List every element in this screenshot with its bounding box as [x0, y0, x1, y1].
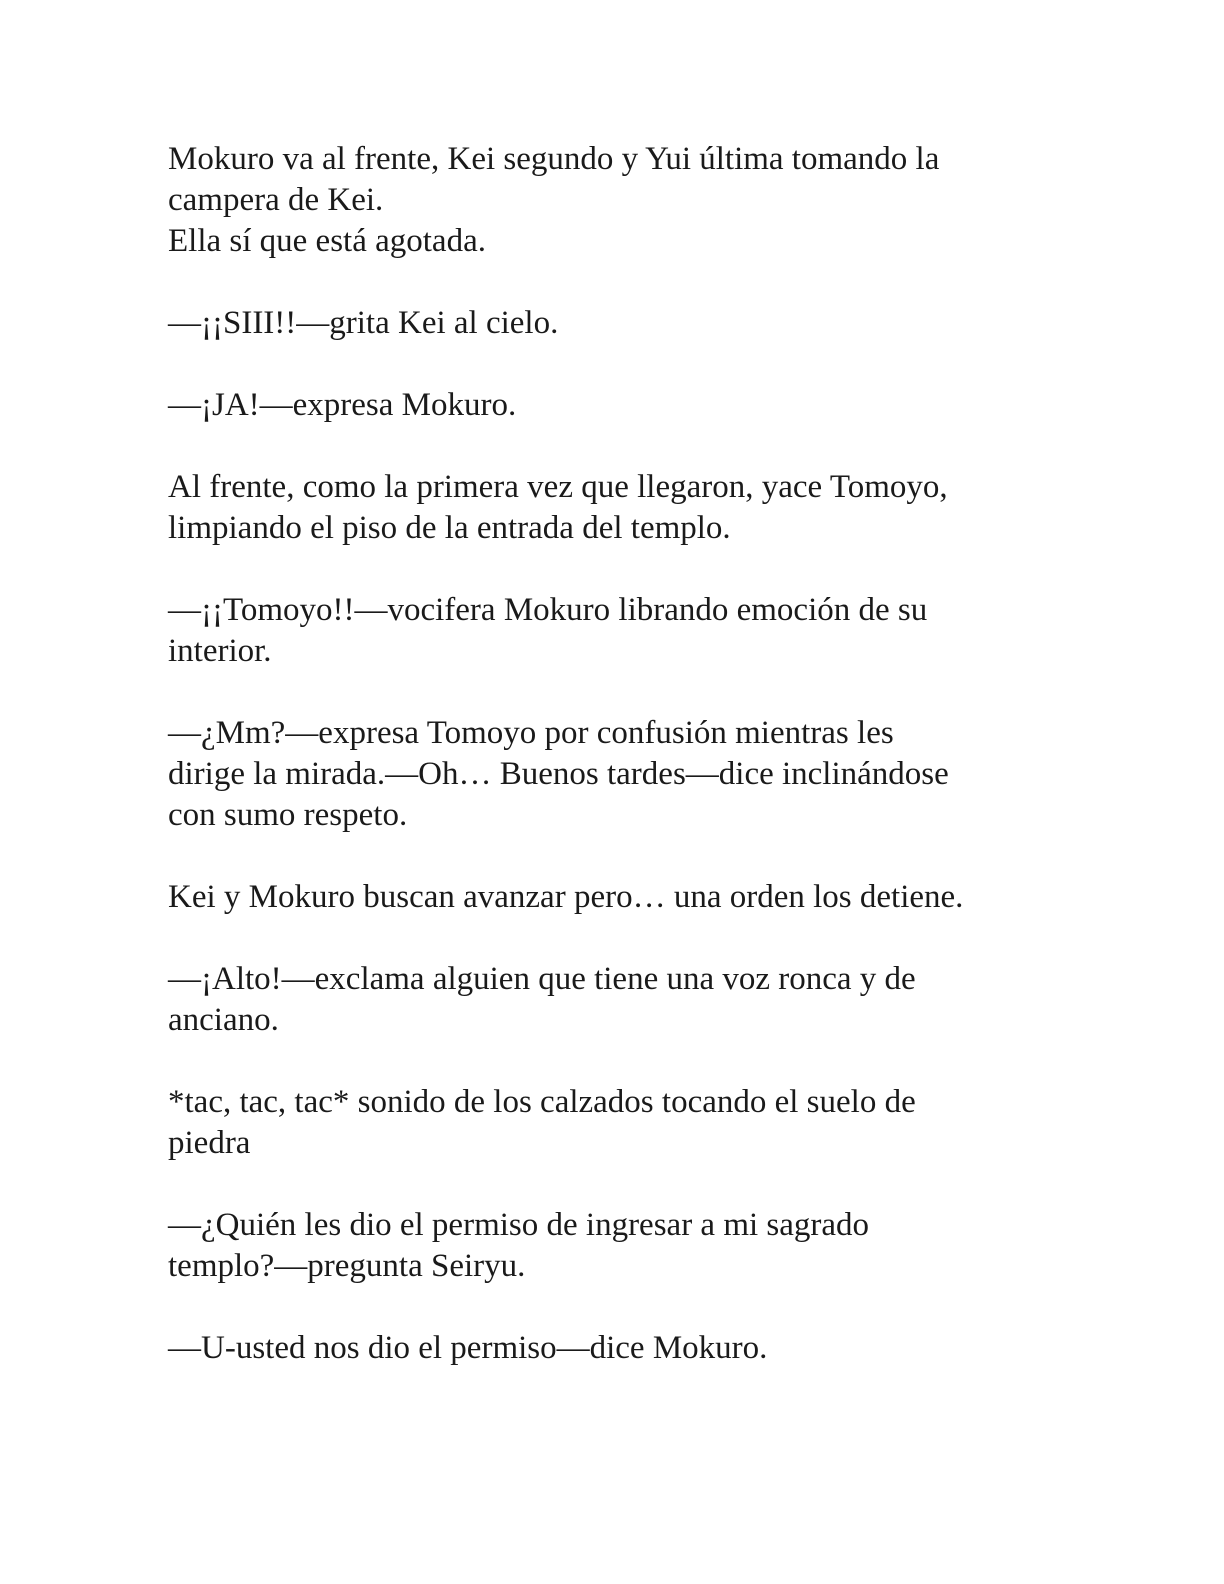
text-line: campera de Kei. — [168, 182, 384, 218]
text-line: —¿Mm?—expresa Tomoyo por confusión mientras les — [168, 715, 894, 751]
paragraph-6 — [168, 713, 1068, 836]
text-line: Kei y Mokuro buscan avanzar pero… una orden los detiene. — [168, 879, 964, 915]
paragraph-8 — [168, 959, 1068, 1041]
text-line: anciano. — [168, 1002, 279, 1038]
paragraph-7 — [168, 877, 1068, 918]
text-line: piedra — [168, 1125, 251, 1161]
paragraph-10 — [168, 1205, 1068, 1287]
text-line: Al frente, como la primera vez que llegaron, yace Tomoyo, — [168, 469, 948, 505]
paragraph-4 — [168, 467, 1068, 549]
paragraph-1 — [168, 139, 1068, 262]
text-line: —U-usted nos dio el permiso—dice Mokuro. — [168, 1330, 768, 1366]
text-line: templo?—pregunta Seiryu. — [168, 1248, 526, 1284]
text-line: —¿Quién les dio el permiso de ingresar a mi sagrado — [168, 1207, 870, 1243]
text-line: Ella sí que está agotada. — [168, 223, 486, 259]
text-line: con sumo respeto. — [168, 797, 408, 833]
text-line: —¡JA!—expresa Mokuro. — [168, 387, 517, 423]
text-line: interior. — [168, 633, 272, 669]
text-line: —¡Alto!—exclama alguien que tiene una voz ronca y de — [168, 961, 916, 997]
paragraph-2 — [168, 303, 1068, 344]
text-line: Mokuro va al frente, Kei segundo y Yui última tomando la — [168, 141, 940, 177]
paragraph-5 — [168, 590, 1068, 672]
paragraph-11 — [168, 1328, 1068, 1369]
text-line: —¡¡SIII!!—grita Kei al cielo. — [168, 305, 559, 341]
text-line: limpiando el piso de la entrada del templo. — [168, 510, 731, 546]
text-line: *tac, tac, tac* sonido de los calzados tocando el suelo de — [168, 1084, 916, 1120]
document-page — [168, 139, 1068, 1410]
paragraph-9 — [168, 1082, 1068, 1164]
text-line: —¡¡Tomoyo!!—vocifera Mokuro librando emoción de su — [168, 592, 928, 628]
text-line: dirige la mirada.—Oh… Buenos tardes—dice inclinándose — [168, 756, 949, 792]
paragraph-3 — [168, 385, 1068, 426]
